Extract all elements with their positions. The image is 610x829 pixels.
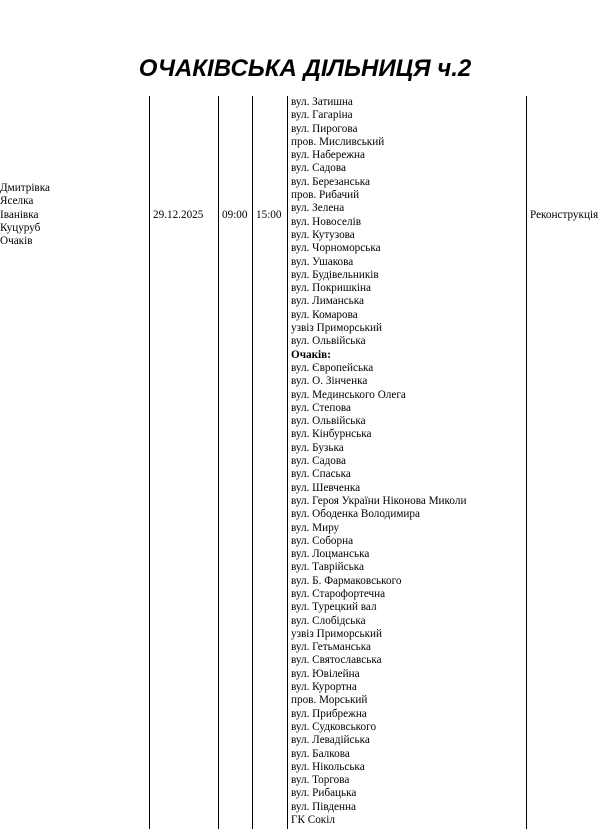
settlement-name: Куцуруб xyxy=(0,221,41,234)
street-item: вул. Чорноморська xyxy=(291,242,381,255)
table-column-divider xyxy=(252,96,253,829)
street-item: вул. Курортна xyxy=(291,681,357,694)
street-item: вул. Садова xyxy=(291,162,346,175)
street-item: вул. Лиманська xyxy=(291,295,365,308)
street-item: вул. Садова xyxy=(291,455,346,468)
street-item: вул. Спаська xyxy=(291,468,351,481)
street-item: вул. Комарова xyxy=(291,308,358,321)
street-item: вул. Будівельників xyxy=(291,268,379,281)
street-item: пров. Мисливський xyxy=(291,135,385,148)
street-item: вул. Ушакова xyxy=(291,255,354,268)
street-item: вул. Таврійська xyxy=(291,561,364,574)
street-item: вул. Гетьманська xyxy=(291,641,372,654)
table-column-divider xyxy=(218,96,219,829)
settlement-name: Яселка xyxy=(0,195,34,208)
table-column-divider xyxy=(287,96,288,829)
street-item: вул. Покришкіна xyxy=(291,282,371,295)
street-item: вул. Південна xyxy=(291,800,356,813)
street-item: вул. Прибрежна xyxy=(291,707,367,720)
street-item: вул. Рибацька xyxy=(291,787,357,800)
settlement-name: Іванівка xyxy=(0,208,39,221)
street-item: вул. Слобідська xyxy=(291,614,366,627)
street-item: вул. Пирогова xyxy=(291,122,358,135)
street-item: узвіз Приморський xyxy=(291,322,383,335)
street-item: вул. Нікольська xyxy=(291,760,365,773)
streets-cell xyxy=(291,96,466,827)
street-item: вул. Миру xyxy=(291,521,340,534)
street-item: вул. Ольвійська xyxy=(291,415,366,428)
settlement-name: Дмитрівка xyxy=(0,182,50,194)
street-item: пров. Морський xyxy=(291,694,368,707)
street-item: вул. Березанська xyxy=(291,175,370,188)
time-from: 09:00 xyxy=(222,209,248,221)
street-item: вул. Набережна xyxy=(291,149,365,162)
street-item: вул. Степова xyxy=(291,401,352,414)
street-item: вул. Лоцманська xyxy=(291,548,370,561)
table-column-divider xyxy=(149,96,150,829)
street-item: вул. Торгова xyxy=(291,774,350,787)
street-item: вул. Затишна xyxy=(291,96,353,108)
street-item: вул. Зелена xyxy=(291,202,345,215)
table-column-divider xyxy=(526,96,527,829)
street-item: узвіз Приморський xyxy=(291,627,383,640)
street-item: вул. Судковського xyxy=(291,720,377,733)
outage-date: 29.12.2025 xyxy=(153,209,204,221)
street-item: вул. Бузька xyxy=(291,441,344,454)
street-item: вул. Мединського Олега xyxy=(291,388,406,401)
street-item: вул. Балкова xyxy=(291,747,350,760)
street-item: вул. Соборна xyxy=(291,534,354,547)
page-title: ОЧАКІВСЬКА ДІЛЬНИЦЯ ч.2 xyxy=(138,55,472,82)
street-item: вул. Новоселів xyxy=(291,215,361,228)
time-to: 15:00 xyxy=(256,209,282,221)
street-item: пров. Рибачий xyxy=(291,189,360,202)
street-item: вул. Ольвійська xyxy=(291,335,366,348)
street-item: Очаків: xyxy=(291,348,331,361)
street-item: вул. Святославська xyxy=(291,654,382,667)
settlement-name: Очаків xyxy=(0,235,33,248)
outage-reason: Реконструкція xyxy=(530,209,599,221)
street-item: вул. Європейська xyxy=(291,361,374,374)
street-item: вул. Ювілейна xyxy=(291,667,360,680)
street-item: вул. Старофортечна xyxy=(291,587,386,600)
street-item: вул. Героя України Ніконова Миколи xyxy=(291,494,467,507)
street-item: вул. Шевченка xyxy=(291,481,361,494)
street-item: вул. Ободенка Володимира xyxy=(291,508,420,521)
street-item: вул. Б. Фармаковського xyxy=(291,574,402,587)
street-item: вул. Кінбурнська xyxy=(291,428,372,441)
street-item: вул. Гагаріна xyxy=(291,109,353,122)
street-item: вул. О. Зінченка xyxy=(291,375,368,388)
street-item: вул. Левадійська xyxy=(291,734,370,747)
street-item: вул. Кутузова xyxy=(291,228,355,241)
street-item: вул. Турецкий вал xyxy=(291,601,377,614)
street-item: ГК Сокіл xyxy=(291,814,335,827)
settlements-cell xyxy=(0,182,50,248)
